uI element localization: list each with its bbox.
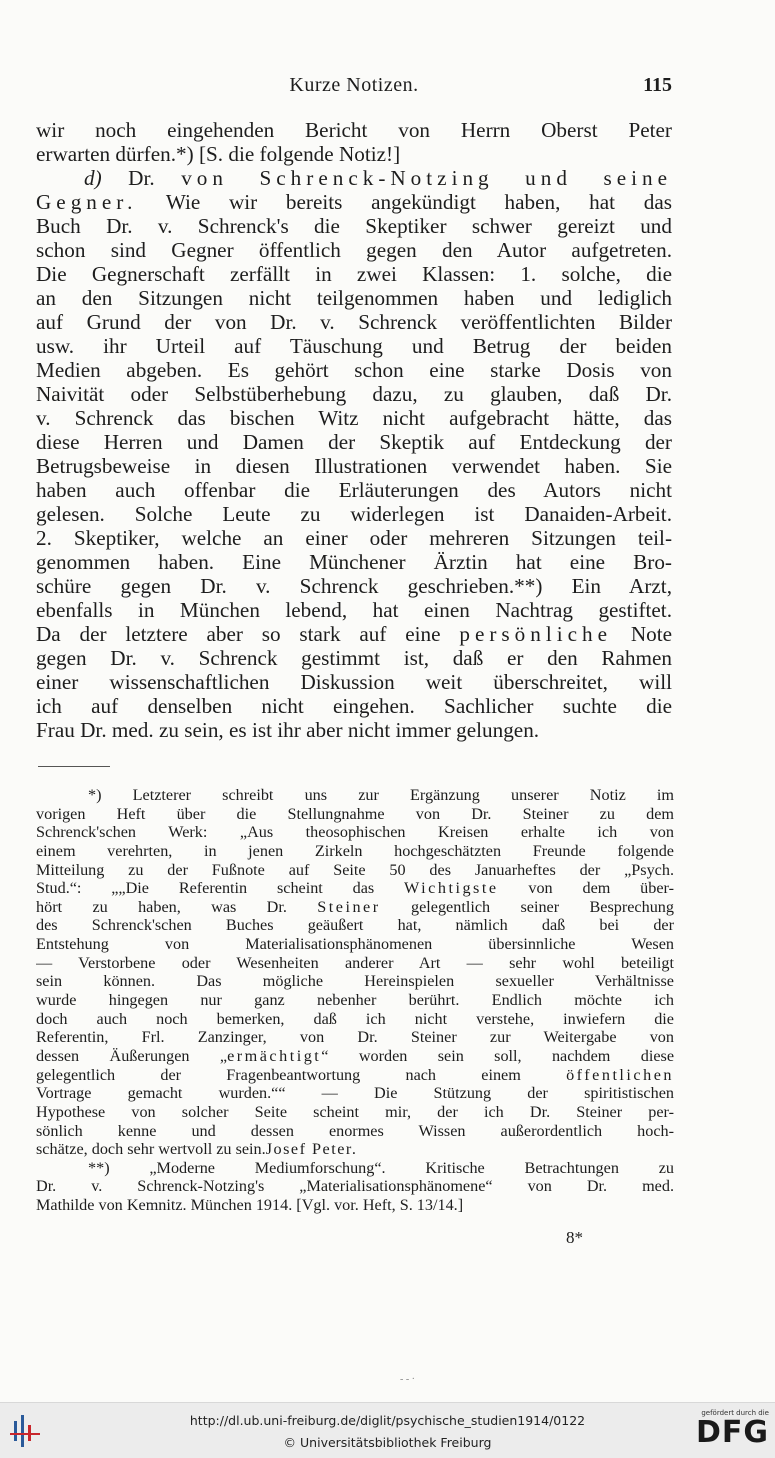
footnotes <box>36 786 674 1215</box>
text-run: — Verstorbene oder Wesenheiten anderer Art — sehr wohl beteiligt <box>36 953 674 972</box>
text-run: Referentin, Frl. Zanzinger, von Dr. Steiner zur Weitergabe von <box>36 1028 674 1047</box>
text-run: doch auch noch bemerken, daß ich nicht verstehe, inwiefern die <box>36 1009 674 1028</box>
text-line <box>36 502 672 526</box>
text-run: 2. Skeptiker, welche an einer oder mehreren Sitzungen teil- <box>36 526 672 550</box>
footnote-separator <box>38 766 110 767</box>
text-line <box>36 334 672 358</box>
text-line <box>36 430 672 454</box>
text-run: gelegentlich der Fragenbeantwortung nach einem <box>36 1065 567 1084</box>
text-line <box>36 646 672 670</box>
spaced-text: von Schrenck-Notzing und seine <box>181 166 672 190</box>
text-line <box>36 478 672 502</box>
text-line <box>36 598 672 622</box>
footnote-line <box>36 1177 674 1196</box>
footnote-line <box>36 786 674 805</box>
text-run: einem verehrten, in jenen Zirkeln hochgeschätzten Freunde folgende <box>36 841 674 860</box>
text-run: Medien abgeben. Es gehört schon eine starke Dosis von <box>36 358 672 382</box>
dfg-caption: gefördert durch die <box>701 1409 769 1417</box>
text-run: Entstehung von Materialisationsphänomenen übersinnliche Wesen <box>36 935 674 954</box>
text-run: haben auch offenbar die Erläuterungen des Autors nicht <box>36 478 672 502</box>
page-number: 115 <box>643 74 672 96</box>
text-line <box>36 286 672 310</box>
footnote-line <box>36 1103 674 1122</box>
spaced-text: Wichtigste <box>404 879 499 898</box>
text-run: von dem über- <box>498 879 674 898</box>
footnote-line <box>36 1122 674 1141</box>
footnote-line <box>36 898 674 917</box>
text-run: schüre gegen Dr. v. Schrenck geschrieben.**) Ein Arzt, <box>36 574 672 598</box>
spaced-text: Steiner <box>317 897 381 916</box>
text-line <box>36 718 672 742</box>
running-title: Kurze Notizen. <box>289 74 419 96</box>
text-line <box>36 166 672 190</box>
text-run: d) Dr. <box>84 166 182 190</box>
text-run: auf Grund der von Dr. v. Schrenck veröffentlichten Bilder <box>36 310 672 334</box>
text-run: schon sind Gegner öffentlich gegen den Autor aufgetreten. <box>36 238 672 262</box>
text-run: ich auf denselben nicht eingehen. Sachlicher suchte die <box>36 694 672 718</box>
text-run: Mitteilung zu der Fußnote auf Seite 50 des Januarheftes der „Psych. <box>36 860 674 879</box>
text-run: erwarten dürfen.*) [S. die folgende Notiz!] <box>36 142 401 166</box>
text-line <box>36 142 672 166</box>
text-run: gegen Dr. v. Schrenck gestimmt ist, daß er den Rahmen <box>36 646 672 670</box>
text-run: diese Herren und Damen der Skeptik auf Entdeckung der <box>36 430 672 454</box>
footnote-line <box>36 1047 674 1066</box>
text-run: wir noch eingehenden Bericht von Herrn Oberst Peter <box>36 118 672 142</box>
text-run: des Schrenck'schen Buches geäußert hat, nämlich daß bei der <box>36 916 674 935</box>
text-line <box>36 454 672 478</box>
text-line <box>36 670 672 694</box>
text-run: Naivität oder Selbstüberhebung dazu, zu glauben, daß Dr. <box>36 382 672 406</box>
viewer-footer <box>0 1402 775 1458</box>
text-run: Buch Dr. v. Schrenck's die Skeptiker schwer gereizt und <box>36 214 672 238</box>
text-run: Schrenck'schen Werk: „Aus theosophischen Kreisen erhalte ich von <box>36 823 674 842</box>
text-run: Hypothese von solcher Seite scheint mir, der ich Dr. Steiner per- <box>36 1102 674 1121</box>
spaced-text: öffentlichen <box>566 1065 674 1084</box>
text-run: schätze, doch sehr wertvoll zu sein. <box>36 1140 266 1159</box>
text-run: sönlich kenne und dessen enormes Wissen außerordentlich hoch- <box>36 1121 674 1140</box>
text-run: an den Sitzungen nicht teilgenommen haben und lediglich <box>36 286 672 310</box>
footnote-line <box>36 991 674 1010</box>
footnote-line <box>36 842 674 861</box>
footnote-line <box>36 1196 674 1215</box>
spaced-text: persönliche <box>459 622 613 646</box>
text-line <box>36 190 672 214</box>
text-run: usw. ihr Urteil auf Täuschung und Betrug der beiden <box>36 334 672 358</box>
text-run: einer wissenschaftlichen Diskussion weit überschreitet, will <box>36 670 672 694</box>
text-run: *) Letzterer schreibt uns zur Ergänzung unserer Notiz im <box>88 786 674 804</box>
text-run: sein können. Das mögliche Hereinspielen sexueller Verhältnisse <box>36 972 674 991</box>
text-run: Mathilde von Kemnitz. München 1914. [Vgl. vor. Heft, S. 13/14.] <box>36 1196 464 1215</box>
footnote-line <box>36 1140 674 1159</box>
text-run: vorigen Heft über die Stellungnahme von Dr. Steiner zu dem <box>36 804 674 823</box>
footnote-line <box>36 916 674 935</box>
text-run: “ worden sein soll, nachdem diese <box>321 1046 674 1065</box>
text-run: gelegentlich seiner Besprechung <box>380 897 674 916</box>
footnote-line <box>36 1066 674 1085</box>
text-run: Note <box>612 622 672 646</box>
text-run: genommen haben. Eine Münchener Ärztin hat eine Bro- <box>36 550 672 574</box>
text-run: **) „Moderne Mediumforschung“. Kritische Betrachtungen zu <box>88 1158 674 1177</box>
text-run: Betrugsbeweise in diesen Illustrationen verwendet haben. Sie <box>36 454 672 478</box>
spaced-text: Gegner. <box>36 190 138 214</box>
text-run: gelesen. Solche Leute zu widerlegen ist Danaiden-Arbeit. <box>36 502 672 526</box>
text-line <box>36 310 672 334</box>
text-line <box>36 574 672 598</box>
footnote-line <box>36 879 674 898</box>
sheet-signature-mark: 8* <box>566 1228 583 1247</box>
main-text <box>36 118 672 742</box>
text-run: Wie wir bereits angekündigt haben, hat das <box>137 190 672 214</box>
footnote-line <box>36 1010 674 1029</box>
text-line <box>36 550 672 574</box>
spaced-text: ermächtigt <box>227 1046 322 1065</box>
text-line <box>36 358 672 382</box>
footnote-line <box>36 935 674 954</box>
scan-artifact: - - · <box>400 1374 415 1385</box>
footnote-line <box>36 861 674 880</box>
footnote-line <box>36 954 674 973</box>
text-run: dessen Äußerungen „ <box>36 1046 228 1065</box>
footnote-line <box>36 805 674 824</box>
dfg-logo: DFG <box>695 1415 769 1450</box>
footnote-line <box>36 1028 674 1047</box>
footnote-line <box>36 972 674 991</box>
text-line <box>36 526 672 550</box>
text-run: wurde hingegen nur ganz nebenher berührt. Endlich möchte ich <box>36 991 674 1010</box>
signature: Josef Peter. <box>265 1140 358 1159</box>
text-run: ebenfalls in München lebend, hat einen Nachtrag gestiftet. <box>36 598 672 622</box>
copyright-notice: © Universitätsbibliothek Freiburg <box>283 1435 492 1450</box>
text-run: Da der letztere aber so stark auf eine <box>36 622 460 646</box>
text-line <box>36 238 672 262</box>
footnote-line <box>36 1084 674 1103</box>
text-line <box>36 262 672 286</box>
footnote-line <box>36 823 674 842</box>
text-run: Die Gegnerschaft zerfällt in zwei Klassen: 1. solche, die <box>36 262 672 286</box>
text-run: Vortrage gemacht wurden.““ — Die Stützung der spiritistischen <box>36 1084 674 1103</box>
text-run: Stud.“: „„Die Referentin scheint das <box>36 879 405 898</box>
text-line <box>36 382 672 406</box>
text-line <box>36 694 672 718</box>
text-line <box>36 118 672 142</box>
permalink-link[interactable]: http://dl.ub.uni-freiburg.de/diglit/psychische_studien1914/0122 <box>189 1413 586 1428</box>
page-header <box>36 74 672 104</box>
text-run: Dr. v. Schrenck-Notzing's „Materialisationsphänomene“ von Dr. med. <box>36 1177 674 1196</box>
footnote-line <box>36 1159 674 1178</box>
text-run: Frau Dr. med. zu sein, es ist ihr aber nicht immer gelungen. <box>36 718 540 742</box>
text-run: hört zu haben, was Dr. <box>36 897 318 916</box>
text-line <box>36 622 672 646</box>
text-line <box>36 406 672 430</box>
text-line <box>36 214 672 238</box>
text-run: v. Schrenck das bischen Witz nicht aufgebracht hätte, das <box>36 406 672 430</box>
dfg-funding-badge <box>681 1409 769 1454</box>
